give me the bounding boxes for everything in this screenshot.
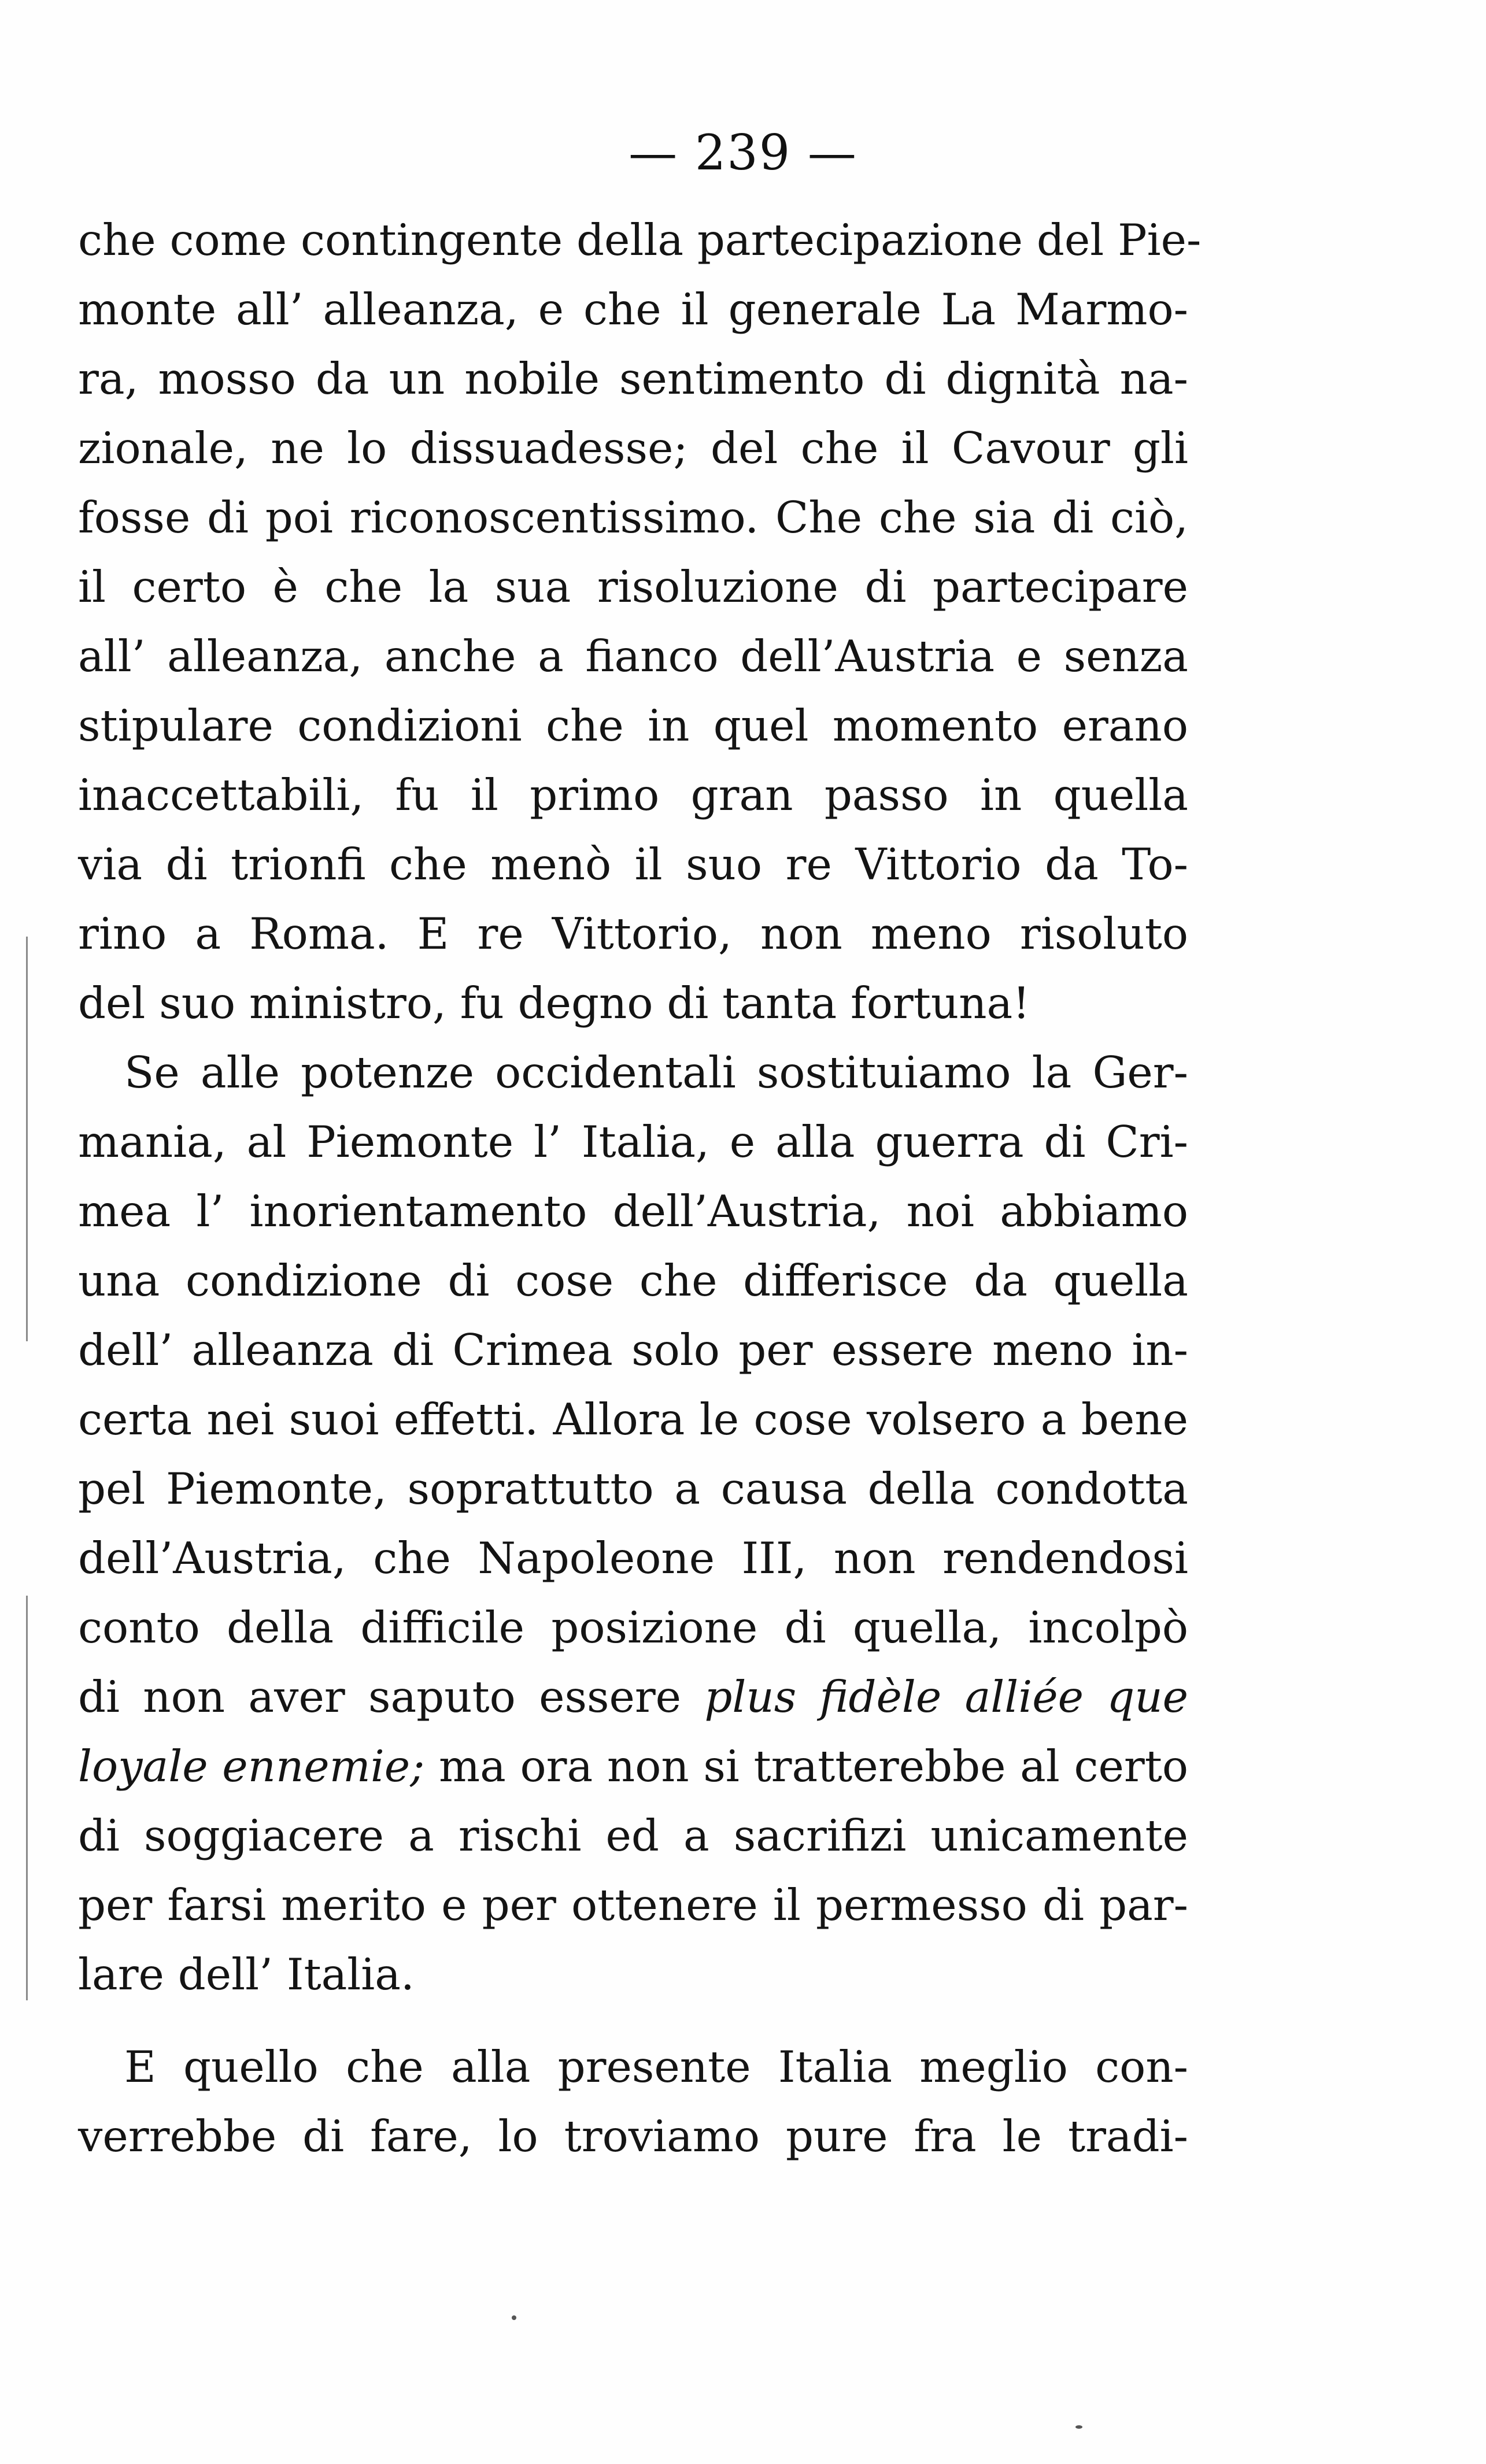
text-line: Se alle potenze occidentali sostituiamo la Ger-	[124, 1047, 1188, 1098]
text-line: pel Piemonte, soprattutto a causa della condotta	[78, 1463, 1188, 1514]
italic-phrase: loyale ennemie;	[78, 1741, 425, 1792]
italic-phrase: plus fidèle alliée que	[704, 1671, 1189, 1722]
text-line: dell’ alleanza di Crimea solo per essere meno in-	[78, 1325, 1188, 1375]
text-line	[78, 1732, 1188, 1801]
main-text	[78, 205, 1202, 2009]
text-line: E quello che alla presente Italia meglio con-	[124, 2041, 1188, 2092]
text-line: all’ alleanza, anche a fianco dell’Austria e senza	[78, 631, 1188, 682]
text-line: zionale, ne lo dissuadesse; del che il Cavour gli	[78, 423, 1188, 473]
text-line: che come contingente della partecipazione del Pie-	[78, 214, 1202, 265]
text-line: di soggiacere a rischi ed a sacrifizi unicamente	[78, 1810, 1188, 1861]
text-line: il certo è che la sua risoluzione di partecipare	[78, 561, 1188, 612]
text-line: una condizione di cose che differisce da quella	[78, 1255, 1188, 1306]
text-line: dell’Austria, che Napoleone III, non rendendosi	[78, 1533, 1188, 1584]
text-line: via di trionfi che menò il suo re Vittorio da To-	[78, 839, 1188, 890]
text-line: mea l’ inorientamento dell’Austria, noi abbiamo	[78, 1186, 1188, 1237]
text-line: verrebbe di fare, lo troviamo pure fra le tradi-	[78, 2111, 1188, 2162]
scan-speck	[1075, 2425, 1082, 2429]
text-line: del suo ministro, fu degno di tanta fortuna!	[78, 978, 1030, 1028]
page-number: — 239 —	[629, 124, 857, 181]
text-line: mania, al Piemonte l’ Italia, e alla guerra di Cri-	[78, 1116, 1188, 1167]
text-line: conto della difficile posizione di quella, incolpò	[78, 1602, 1188, 1653]
text-line: rino a Roma. E re Vittorio, non meno risoluto	[78, 908, 1188, 959]
text-line: inaccettabili, fu il primo gran passo in quella	[78, 769, 1188, 820]
text-run: di non aver saputo essere	[78, 1671, 682, 1722]
margin-rule	[26, 937, 28, 1341]
text-line: stipulare condizioni che in quel momento erano	[78, 700, 1188, 751]
text-line: ra, mosso da un nobile sentimento di dignità na-	[78, 353, 1188, 404]
text-line: per farsi merito e per ottenere il permesso di par-	[78, 1880, 1188, 1930]
margin-rule	[26, 1596, 28, 2000]
section-text	[78, 2032, 1188, 2171]
text-run: ma ora non si tratterebbe al certo	[439, 1741, 1188, 1792]
text-line: lare dell’ Italia.	[78, 1949, 415, 2000]
scan-speck	[512, 2315, 516, 2320]
text-line: certa nei suoi effetti. Allora le cose volsero a bene	[78, 1394, 1188, 1445]
text-line	[78, 1662, 1188, 1732]
text-line: monte all’ alleanza, e che il generale La Marmo-	[78, 284, 1188, 335]
text-line: fosse di poi riconoscentissimo. Che che sia di ciò,	[78, 492, 1188, 543]
